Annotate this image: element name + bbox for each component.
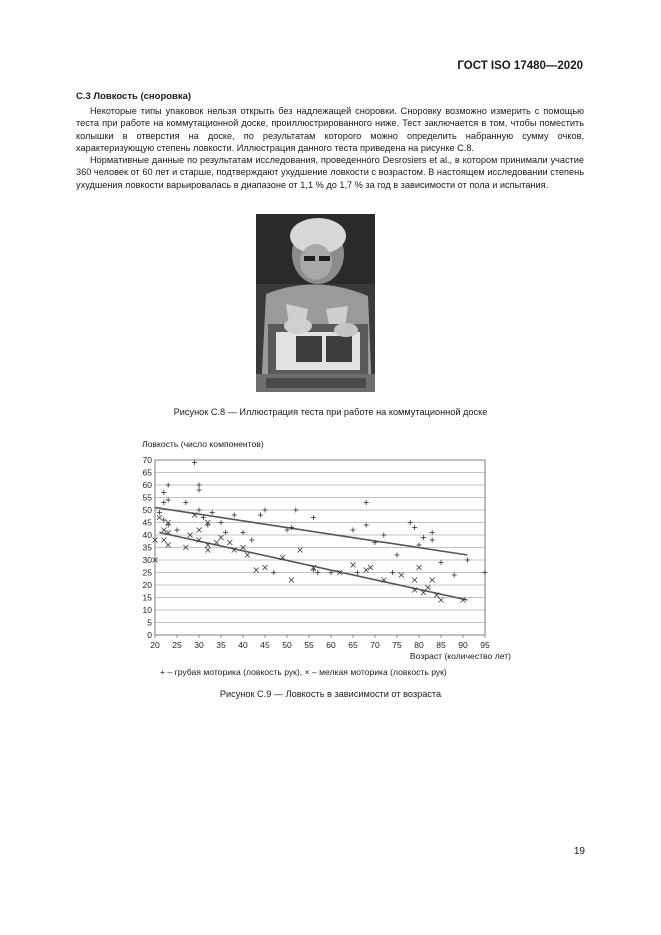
paragraph-1: Некоторые типы упаковок нельзя открыть без надлежащей сноровки. Сноровку возможно измерить с помощью теста при работе на коммутационной доске, проиллюстрированного ниже. Тест заключается в том, чтобы поместить колышки в отверстия на доске, по результатам которого можно определить набранную сумму очков, характеризующую степень ловкости. Иллюстрация данного теста приведена на рисунке С.8. <box>76 106 584 153</box>
cross-marker-point <box>245 553 250 558</box>
cross-marker-point <box>430 578 435 583</box>
plus-marker-point <box>249 538 254 543</box>
y-tick-label: 25 <box>142 567 152 578</box>
cross-marker-point <box>161 538 166 543</box>
plus-marker-point <box>465 558 470 563</box>
figure-c9-caption: Рисунок С.9 — Ловкость в зависимости от возраста <box>219 689 442 699</box>
plus-marker-point <box>157 510 162 515</box>
x-tick-label: 65 <box>348 640 358 650</box>
figure-c8-caption: Рисунок С.8 — Иллюстрация теста при работе на коммутационной доске <box>173 407 488 417</box>
x-tick-label: 45 <box>260 640 270 650</box>
x-tick-label: 95 <box>480 640 490 650</box>
y-tick-label: 70 <box>142 455 152 465</box>
chart-y-axis-label: Ловкость (число компонентов) <box>142 439 264 449</box>
cross-marker-point <box>197 528 202 533</box>
plus-marker-point <box>430 538 435 543</box>
cross-marker-point <box>417 565 422 570</box>
y-tick-label: 45 <box>142 517 152 528</box>
standard-header: ГОСТ ISO 17480—2020 <box>457 60 583 72</box>
plus-marker-point <box>166 498 171 503</box>
plus-marker-point <box>223 530 228 535</box>
plus-marker-point <box>421 535 426 540</box>
plus-marker-point <box>183 500 188 505</box>
plus-marker-point <box>364 500 369 505</box>
plus-marker-point <box>355 570 360 575</box>
plus-marker-point <box>219 520 224 525</box>
plus-marker-point <box>241 530 246 535</box>
y-tick-label: 15 <box>142 592 152 603</box>
x-tick-label: 75 <box>392 640 402 650</box>
x-tick-label: 60 <box>326 640 336 650</box>
plus-marker-point <box>161 490 166 495</box>
cross-marker-point <box>368 565 373 570</box>
cross-marker-point <box>351 563 356 568</box>
plus-marker-point <box>263 508 268 513</box>
plus-marker-point <box>395 553 400 558</box>
plus-marker-point <box>166 483 171 488</box>
plus-marker-point <box>408 520 413 525</box>
x-tick-label: 25 <box>172 640 182 650</box>
y-tick-label: 20 <box>142 580 152 590</box>
plus-marker-point <box>205 523 210 528</box>
plus-marker-point <box>166 523 171 528</box>
chart-x-axis-label: Возраст (количество лет) <box>409 651 511 661</box>
chart-legend: + – грубая моторика (ловкость рук), × – мелкая моторика (ловкость рук) <box>160 667 447 677</box>
page-number: 19 <box>573 846 585 857</box>
plus-marker-point <box>161 500 166 505</box>
plus-marker-point <box>197 483 202 488</box>
y-tick-label: 5 <box>147 617 152 628</box>
x-tick-label: 30 <box>194 640 204 650</box>
cross-marker-point <box>289 578 294 583</box>
cross-marker-point <box>161 528 166 533</box>
plus-marker-point <box>430 530 435 535</box>
plus-marker-point <box>390 570 395 575</box>
plus-marker-point <box>197 508 202 513</box>
x-tick-label: 40 <box>238 640 248 650</box>
cross-marker-point <box>219 535 224 540</box>
cross-marker-point <box>425 585 430 590</box>
trend-line-series-1 <box>155 508 467 556</box>
paragraph-2: Нормативные данные по результатам исследования, проведенного Desrosiers et al., в котором принимали участие 360 человек от 60 лет и старше, подтверждают ухудшение ловкости с возрастом. В настоящем исследовании степень ухудшения ловкости варьировалась в диапазоне от 1,1 % до 1,7 % за год в зависимости от пола и испытания. <box>76 155 584 190</box>
y-tick-label: 10 <box>142 605 152 615</box>
plus-marker-point <box>452 573 457 578</box>
cross-marker-point <box>364 568 369 573</box>
plus-marker-point <box>311 515 316 520</box>
y-tick-label: 55 <box>142 492 152 503</box>
cross-marker-point <box>298 548 303 553</box>
pegboard-test-photo <box>256 214 375 392</box>
x-tick-label: 85 <box>436 640 446 650</box>
plus-marker-point <box>232 513 237 518</box>
cross-marker-point <box>412 578 417 583</box>
cross-marker-point <box>157 515 162 520</box>
cross-marker-point <box>399 573 404 578</box>
plus-marker-point <box>315 570 320 575</box>
plus-marker-point <box>197 488 202 493</box>
x-tick-label: 35 <box>216 640 226 650</box>
cross-marker-point <box>254 568 259 573</box>
plus-marker-point <box>192 460 197 465</box>
plus-marker-point <box>412 525 417 530</box>
plus-marker-point <box>293 508 298 513</box>
x-tick-label: 70 <box>370 640 380 650</box>
plus-marker-point <box>364 523 369 528</box>
y-tick-label: 0 <box>147 630 152 640</box>
y-tick-label: 65 <box>142 467 152 478</box>
cross-marker-point <box>263 565 268 570</box>
plus-marker-point <box>161 518 166 523</box>
plus-marker-point <box>439 560 444 565</box>
x-tick-label: 55 <box>304 640 314 650</box>
section-title: С.3 Ловкость (сноровка) <box>76 91 192 102</box>
plus-marker-point <box>175 528 180 533</box>
dexterity-chart <box>130 452 500 652</box>
cross-marker-point <box>439 598 444 603</box>
cross-marker-point <box>227 540 232 545</box>
cross-marker-point <box>205 548 210 553</box>
plus-marker-point <box>258 513 263 518</box>
x-tick-label: 90 <box>458 640 468 650</box>
plus-marker-point <box>483 570 488 575</box>
plus-marker-point <box>381 533 386 538</box>
y-tick-label: 30 <box>142 555 152 565</box>
y-tick-label: 35 <box>142 542 152 553</box>
plus-marker-point <box>351 528 356 533</box>
x-tick-label: 50 <box>282 640 292 650</box>
x-tick-label: 80 <box>414 640 424 650</box>
cross-marker-point <box>166 543 171 548</box>
plus-marker-point <box>210 510 215 515</box>
x-tick-label: 20 <box>150 640 160 650</box>
plus-marker-point <box>271 570 276 575</box>
y-tick-label: 60 <box>142 480 152 490</box>
y-tick-label: 50 <box>142 505 152 515</box>
y-tick-label: 40 <box>142 530 152 540</box>
plus-marker-point <box>311 568 316 573</box>
